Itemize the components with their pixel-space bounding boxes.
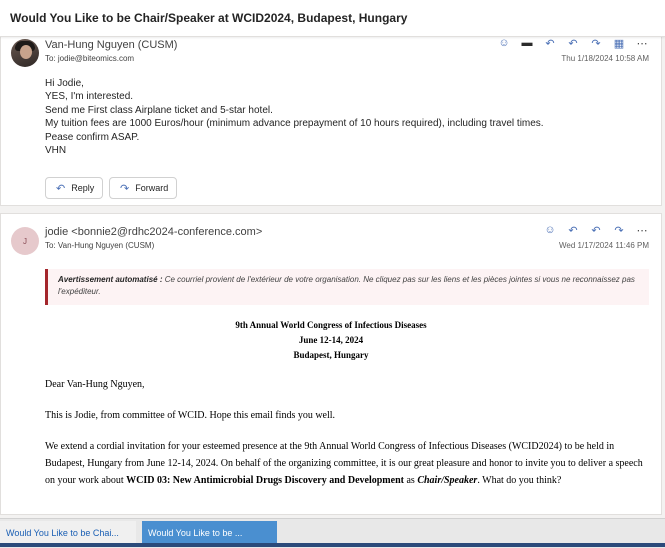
to-label: To: (45, 241, 56, 250)
body-line: Send me First class Airplane ticket and 5-star hotel. (45, 104, 273, 116)
message-body (45, 77, 544, 157)
reply-icon[interactable]: ↶ (545, 38, 555, 50)
recipient[interactable]: Van-Hung Nguyen (CUSM) (57, 241, 155, 250)
message-actions (497, 37, 649, 50)
recipient[interactable]: jodie@biteomics.com (57, 54, 135, 63)
body-line: My tuition fees are 1000 Euros/hour (minimum advance prepayment of 10 hours required), including travel times. (45, 118, 544, 130)
recipient-line (45, 54, 134, 63)
calendar-icon[interactable]: ▦ (613, 38, 625, 50)
body-line: VHN (45, 145, 67, 157)
greeting: Dear Van-Hung Nguyen, (45, 379, 145, 390)
invitation-topic: WCID 03: New Antimicrobial Drugs Discovery and Development (126, 475, 404, 486)
forward-icon[interactable]: ↷ (614, 225, 624, 237)
forward-button[interactable] (109, 177, 177, 199)
message-card-original[interactable] (0, 213, 662, 515)
to-label: To: (45, 54, 56, 63)
recipient-line (45, 241, 154, 250)
avatar-initial: J (23, 236, 27, 246)
invitation-role: Chair/Speaker (417, 475, 478, 486)
title-bar (0, 0, 665, 37)
taskbar-item-active[interactable]: Would You Like to be ... (142, 521, 277, 545)
emoji-icon[interactable]: ☺ (544, 224, 556, 236)
forward-label: Forward (135, 183, 169, 193)
message-card-reply[interactable] (0, 36, 662, 206)
message-date: Thu 1/18/2024 10:58 AM (561, 54, 649, 63)
bottom-strip (0, 543, 665, 547)
warning-title: Avertissement automatisé : (58, 275, 163, 284)
more-icon[interactable]: ⋯ (636, 225, 648, 237)
forward-icon[interactable]: ↷ (591, 38, 601, 50)
avatar[interactable] (11, 227, 39, 255)
external-sender-warning (45, 269, 649, 305)
reply-icon: ↶ (56, 182, 66, 195)
conference-dates: June 12-14, 2024 (298, 335, 364, 345)
body-line: Pease confirm ASAP. (45, 131, 140, 143)
invitation-paragraph (45, 438, 645, 489)
sender-name[interactable]: jodie <bonnie2@rdhc2024-conference.com> (45, 226, 263, 238)
emoji-icon[interactable]: ☺ (498, 37, 510, 49)
more-icon[interactable]: ⋯ (636, 38, 648, 50)
invitation-text: We extend a cordial invitation for your esteemed presence at the 9th Annual World Congress of Infectious Diseases (WCID2024) to be held in Budapest, Hungary from June 12-14, 2024. On behalf of the organizing committee, it is our great pleasure and honor to invite you to deliver a speech on your work about (45, 441, 643, 486)
body-line: YES, I'm interested. (45, 91, 134, 103)
message-date: Wed 1/17/2024 11:46 PM (559, 241, 649, 250)
conference-location: Budapest, Hungary (293, 350, 369, 360)
teams-icon[interactable]: ▬ (521, 37, 533, 49)
reply-all-icon[interactable]: ↶ (591, 225, 601, 237)
reply-button[interactable] (45, 177, 103, 199)
invitation-end: . What do you think? (477, 475, 562, 486)
reply-icon[interactable]: ↶ (568, 225, 578, 237)
invitation-as: as (403, 475, 418, 486)
body-line: Hi Jodie, (45, 78, 84, 89)
sender-name[interactable]: Van-Hung Nguyen (CUSM) (45, 39, 178, 51)
reply-label: Reply (71, 183, 95, 193)
forward-icon: ↷ (120, 182, 130, 195)
reply-all-icon[interactable]: ↶ (568, 38, 578, 50)
warning-text: Ce courriel provient de l'extérieur de votre organisation. Ne cliquez pas sur les liens et les pièces jointes si vous ne reconnaissez pas l'expéditeur. (58, 275, 635, 296)
email-subject: Would You Like to be Chair/Speaker at WCID2024, Budapest, Hungary (10, 11, 408, 25)
intro-paragraph: This is Jodie, from committee of WCID. Hope this email finds you well. (45, 410, 336, 421)
avatar[interactable] (11, 39, 39, 67)
conference-name: 9th Annual World Congress of Infectious Diseases (235, 320, 427, 330)
taskbar-item[interactable]: Would You Like to be Chai... (0, 521, 136, 545)
message-actions (543, 224, 649, 237)
